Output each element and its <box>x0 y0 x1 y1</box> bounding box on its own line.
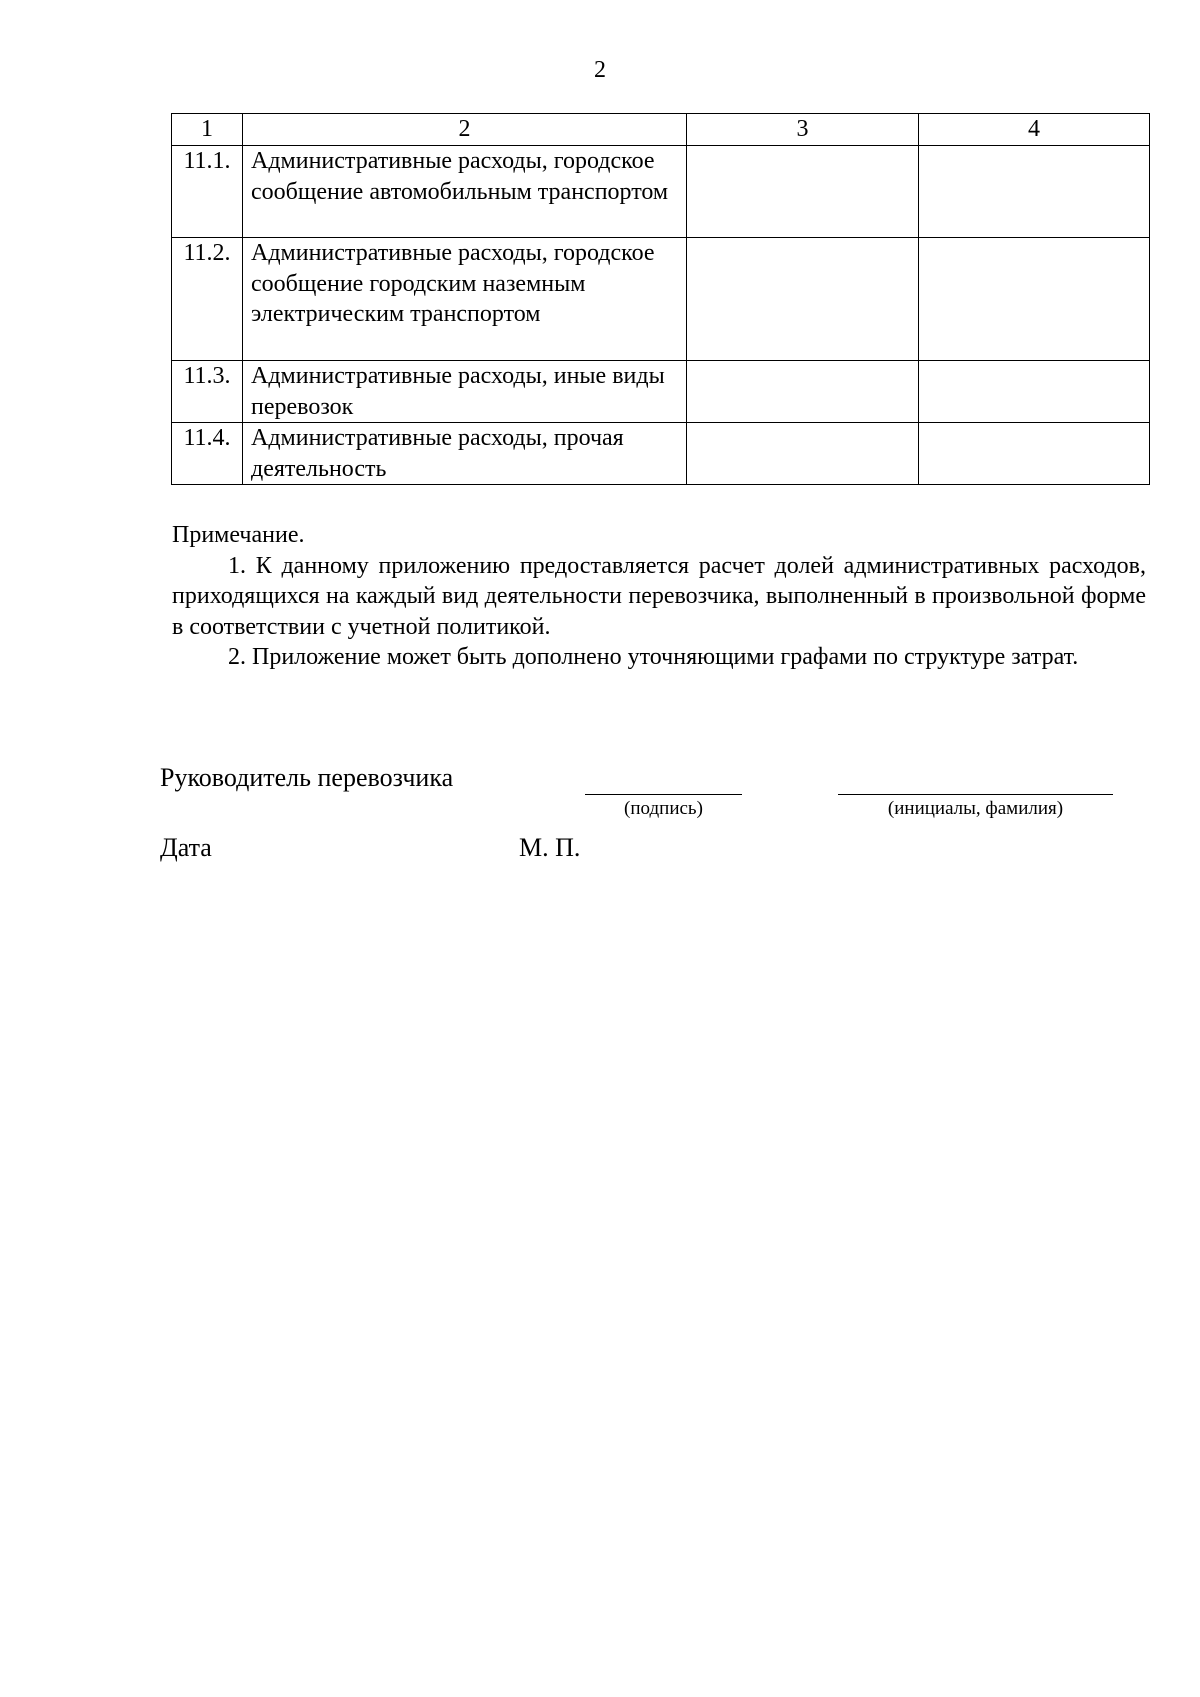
table-row <box>172 423 1150 485</box>
row-col4-cell <box>919 146 1150 238</box>
note-item-2: 2. Приложение может быть дополнено уточняющими графами по структуре затрат. <box>228 644 1079 670</box>
stamp-label: М. П. <box>519 833 581 862</box>
row-name: Административные расходы, прочая деятельность <box>243 423 687 485</box>
row-col3-cell <box>687 146 919 238</box>
notes-section <box>172 520 1146 673</box>
row-number: 11.1. <box>172 146 243 238</box>
table-header-row <box>172 114 1150 146</box>
row-col3-cell <box>687 238 919 361</box>
table-row <box>172 361 1150 423</box>
column-header-2: 2 <box>243 114 687 146</box>
page-number: 2 <box>594 57 606 83</box>
signatory-label: Руководитель перевозчика <box>160 763 454 792</box>
column-header-1: 1 <box>172 114 243 146</box>
cost-table <box>171 113 1150 485</box>
row-number: 11.2. <box>172 238 243 361</box>
row-number: 11.4. <box>172 423 243 485</box>
row-col4-cell <box>919 361 1150 423</box>
row-name: Административные расходы, иные виды перевозок <box>243 361 687 423</box>
signature-caption: (подпись) <box>624 798 703 819</box>
notes-title: Примечание. <box>172 522 305 548</box>
table-row <box>172 238 1150 361</box>
table-row <box>172 146 1150 238</box>
row-number: 11.3. <box>172 361 243 423</box>
row-name: Административные расходы, городское сообщение городским наземным электрическим транспортом <box>243 238 687 361</box>
note-item-1: 1. К данному приложению предоставляется расчет долей административных расходов, приходящихся на каждый вид деятельности перевозчика, выполненный в произвольной форме в соответствии с учетной политикой. <box>172 552 1146 640</box>
row-col3-cell <box>687 361 919 423</box>
row-col4-cell <box>919 423 1150 485</box>
row-name: Административные расходы, городское сообщение автомобильным транспортом <box>243 146 687 238</box>
row-col4-cell <box>919 238 1150 361</box>
signature-line <box>585 794 742 795</box>
column-header-3: 3 <box>687 114 919 146</box>
row-col3-cell <box>687 423 919 485</box>
name-line <box>838 794 1113 795</box>
date-label: Дата <box>160 833 212 862</box>
column-header-4: 4 <box>919 114 1150 146</box>
name-caption: (инициалы, фамилия) <box>887 798 1064 819</box>
